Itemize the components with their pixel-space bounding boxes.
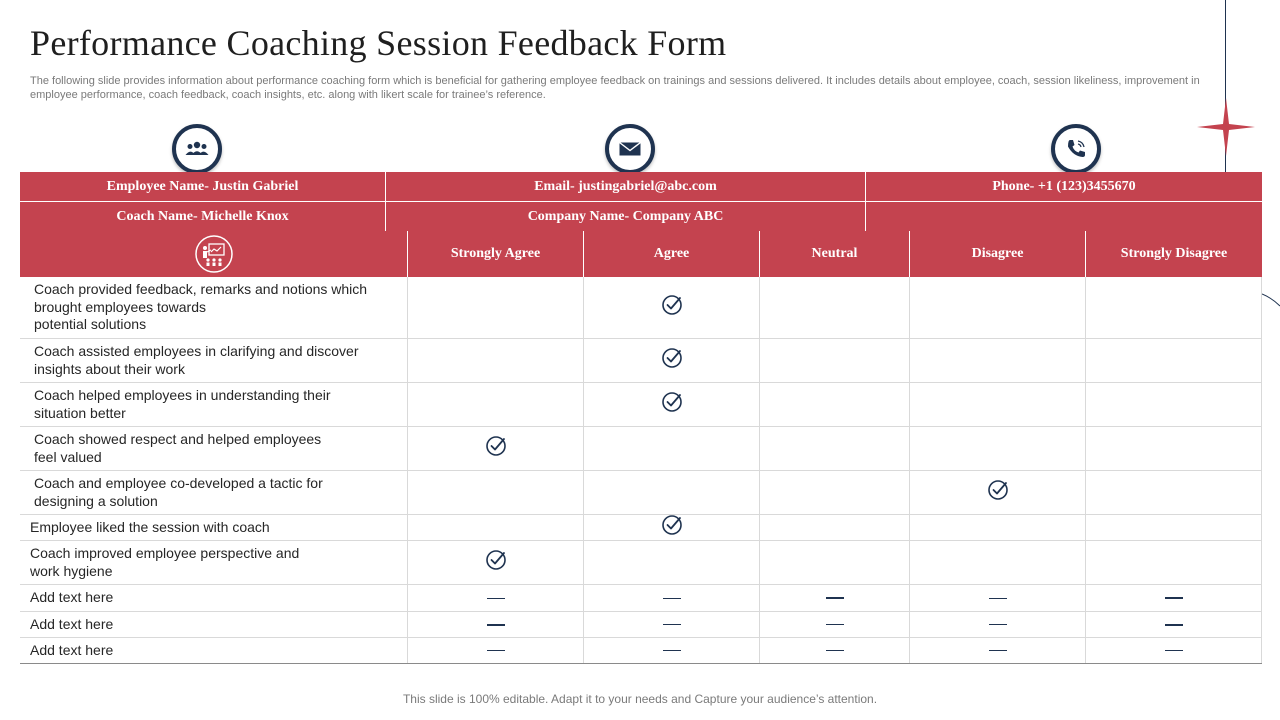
empty-response-dash [663,598,681,599]
header-strongly-agree: Strongly Agree [407,231,583,277]
response-cell[interactable] [583,471,759,514]
header-agree: Agree [583,231,759,277]
empty-response-dash [989,624,1007,625]
empty-info-cell [865,202,1262,231]
response-cell[interactable] [407,339,583,382]
response-cell[interactable] [909,427,1085,470]
response-cell[interactable] [583,427,759,470]
response-cell[interactable] [909,612,1085,637]
response-cell[interactable] [909,277,1085,338]
check-icon [661,294,683,321]
page-subtitle: The following slide provides information about performance coaching form which is beneficial for gathering employee feedback on trainings and sessions delivered. It includes details about employee, coach, session likeliness, improvement in employee performance, coach feedback, coach insights, etc. along with likert scale for trainee’s reference. [30,75,1200,101]
response-cell[interactable] [909,515,1085,540]
phone-cell: Phone- +1 (123)3455670 [865,172,1262,201]
statement-text: Coach improved employee perspective and work hygiene [30,545,300,579]
table-row [20,277,1262,339]
statement-text: Coach assisted employees in clarifying and discover insights about their work [34,343,359,377]
check-icon [661,347,683,374]
empty-response-dash [826,650,844,651]
response-cell[interactable] [583,612,759,637]
response-cell[interactable] [1085,585,1262,611]
presentation-icon [194,234,234,274]
response-cell[interactable] [583,339,759,382]
statement-text: Add text here [30,615,114,632]
response-cell[interactable] [407,383,583,426]
phone-icon [1051,124,1101,174]
response-cell[interactable] [759,427,909,470]
response-cell[interactable] [909,383,1085,426]
statement-text: Add text here [30,589,114,606]
statement-text: Coach helped employees in understanding their situation better [34,387,331,421]
response-cell[interactable] [909,541,1085,584]
empty-response-dash [663,624,681,625]
response-cell[interactable] [407,585,583,611]
company-name-cell: Company Name- Company ABC [385,202,865,231]
email-cell: Email- justingabriel@abc.com [385,172,865,201]
empty-response-dash [826,597,844,599]
empty-response-dash [663,650,681,651]
response-cell[interactable] [407,277,583,338]
response-cell[interactable] [583,638,759,663]
response-cell[interactable] [583,585,759,611]
info-table [20,172,1262,231]
response-cell[interactable] [583,277,759,338]
statement-text: Coach and employee co-developed a tactic for designing a solution [34,475,323,509]
check-icon [987,479,1009,506]
email-icon [605,124,655,174]
statement-text: Add text here [30,641,114,658]
response-cell[interactable] [407,612,583,637]
response-cell[interactable] [1085,277,1262,338]
info-row [20,172,1262,201]
response-cell[interactable] [909,471,1085,514]
response-cell[interactable] [407,541,583,584]
decorative-arc [1262,288,1280,318]
empty-response-dash [989,650,1007,651]
header-disagree: Disagree [909,231,1085,277]
check-icon [661,514,683,541]
table-row [20,612,1262,638]
response-cell[interactable] [1085,638,1262,663]
response-cell[interactable] [759,612,909,637]
empty-response-dash [1165,597,1183,599]
page-title: Performance Coaching Session Feedback Form [30,23,727,63]
response-cell[interactable] [759,471,909,514]
response-cell[interactable] [909,638,1085,663]
response-cell[interactable] [759,515,909,540]
table-row [20,339,1262,383]
response-cell[interactable] [407,638,583,663]
empty-response-dash [989,598,1007,599]
statement-text: Employee liked the session with coach [30,518,270,535]
response-cell[interactable] [909,585,1085,611]
table-row [20,471,1262,515]
footer-note: This slide is 100% editable. Adapt it to your needs and Capture your audience’s attention. [402,692,878,706]
employee-name-cell: Employee Name- Justin Gabriel [106,178,299,194]
response-cell[interactable] [1085,612,1262,637]
statement-text: Coach provided feedback, remarks and notions which brought employees towards potential solutions [34,281,368,333]
response-cell[interactable] [759,541,909,584]
response-cell[interactable] [759,383,909,426]
table-row [20,585,1262,612]
check-icon [485,435,507,462]
response-cell[interactable] [407,427,583,470]
check-icon [485,549,507,576]
response-cell[interactable] [583,515,759,540]
header-strongly-disagree: Strongly Disagree [1085,231,1262,277]
star-icon [1197,98,1255,156]
response-cell[interactable] [407,471,583,514]
coach-name-cell: Coach Name- Michelle Knox [116,208,289,224]
response-cell[interactable] [759,277,909,338]
empty-response-dash [1165,624,1183,626]
table-row [20,638,1262,664]
response-cell[interactable] [1085,339,1262,382]
response-cell[interactable] [1085,515,1262,540]
empty-response-dash [1165,650,1183,651]
statement-text: Coach showed respect and helped employees feel valued [34,431,322,465]
response-cell[interactable] [407,515,583,540]
presentation-icon-header [20,231,407,277]
table-row [20,427,1262,471]
response-cell[interactable] [1085,471,1262,514]
feedback-table [20,231,1262,664]
response-cell[interactable] [909,339,1085,382]
table-row [20,541,1262,585]
empty-response-dash [487,624,505,626]
table-row [20,515,1262,541]
response-cell[interactable] [759,339,909,382]
response-cell[interactable] [1085,383,1262,426]
response-cell[interactable] [1085,541,1262,584]
response-cell[interactable] [1085,427,1262,470]
response-cell[interactable] [759,585,909,611]
empty-response-dash [826,624,844,625]
empty-response-dash [487,598,505,599]
info-row [20,202,1262,231]
response-cell[interactable] [583,383,759,426]
header-neutral: Neutral [759,231,909,277]
response-cell[interactable] [759,638,909,663]
empty-response-dash [487,650,505,651]
check-icon [661,391,683,418]
people-icon [172,124,222,174]
response-cell[interactable] [583,541,759,584]
table-row [20,383,1262,427]
